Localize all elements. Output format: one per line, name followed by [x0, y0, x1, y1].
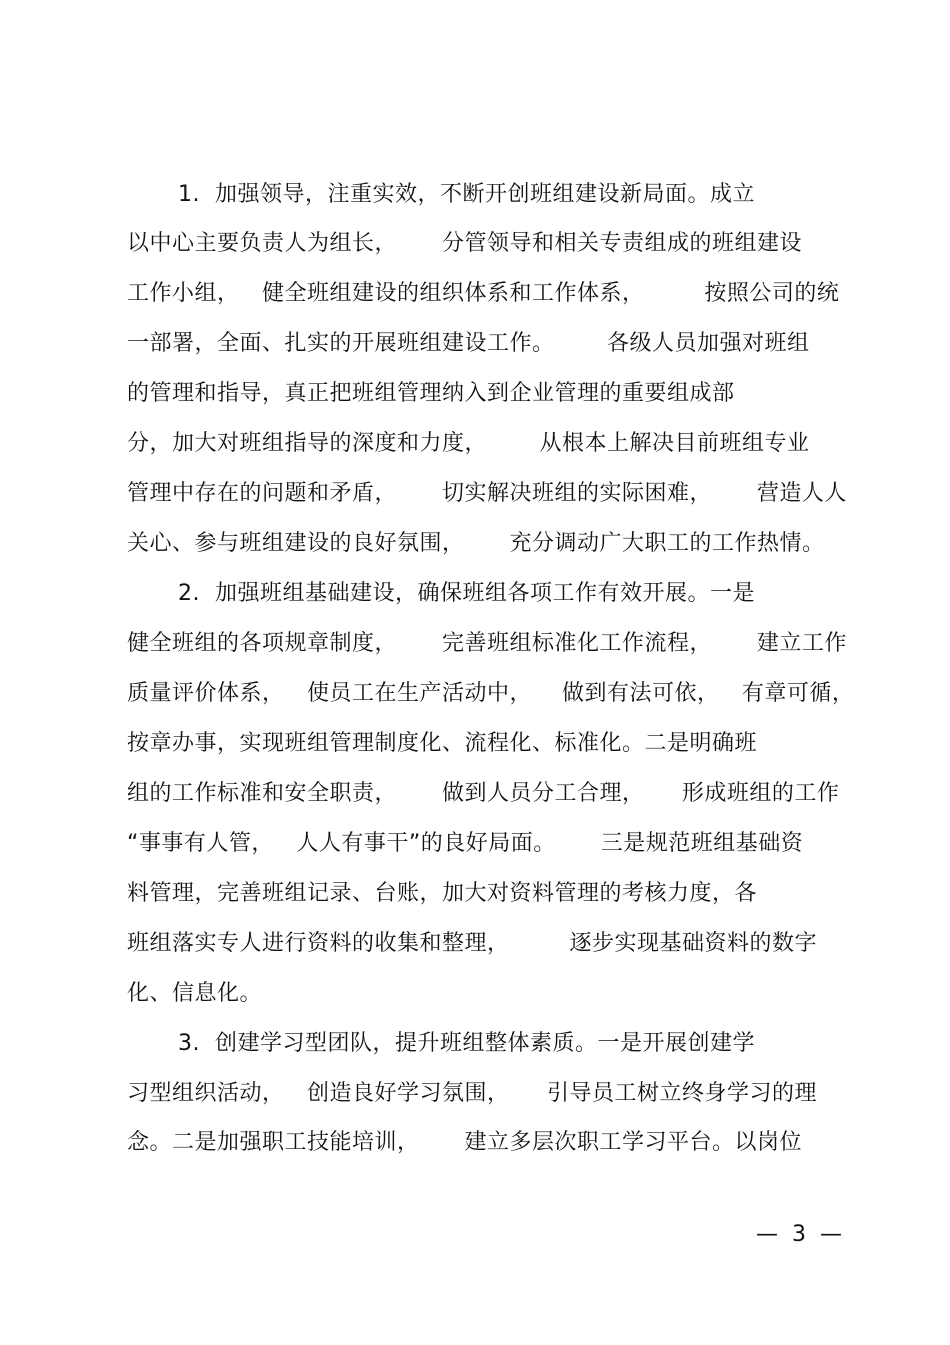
paragraph-3-line-2: 习型组织活动， 创造良好学习氛围， 引导员工树立终身学习的理 — [127, 1081, 817, 1106]
page-number: — 3 — — [756, 1222, 842, 1247]
paragraph-1-line-1: 1. 加强领导，注重实效，不断开创班组建设新局面。成立 — [178, 182, 755, 207]
paragraph-2-line-9: 化、信息化。 — [127, 981, 263, 1006]
paragraph-1-line-8: 关心、参与班组建设的良好氛围， 充分调动广大职工的工作热情。 — [127, 531, 825, 556]
paragraph-2-line-7: 料管理，完善班组记录、台账，加大对资料管理的考核力度，各 — [127, 881, 758, 906]
paragraph-1-line-6: 分，加大对班组指导的深度和力度， 从根本上解决目前班组专业 — [127, 431, 810, 456]
paragraph-1-line-5: 的管理和指导，真正把班组管理纳入到企业管理的重要组成部 — [127, 381, 735, 406]
paragraph-1-line-7: 管理中存在的问题和矛盾， 切实解决班组的实际困难， 营造人人 — [127, 481, 847, 506]
paragraph-2-line-5: 组的工作标准和安全职责， 做到人员分工合理， 形成班组的工作 — [127, 781, 840, 806]
paragraph-1-line-3: 工作小组， 健全班组建设的组织体系和工作体系， 按照公司的统 — [127, 281, 840, 306]
paragraph-1-line-4: 一部署，全面、扎实的开展班组建设工作。 各级人员加强对班组 — [127, 331, 810, 356]
paragraph-2-line-8: 班组落实专人进行资料的收集和整理， 逐步实现基础资料的数字 — [127, 931, 817, 956]
paragraph-2-line-6: “事事有人管， 人人有事干”的良好局面。 三是规范班组基础资 — [127, 831, 804, 856]
paragraph-2-line-3: 质量评价体系， 使员工在生产活动中， 做到有法可依， 有章可循， — [127, 681, 855, 706]
paragraph-3-line-3: 念。二是加强职工技能培训， 建立多层次职工学习平台。以岗位 — [127, 1130, 802, 1155]
paragraph-2-line-2: 健全班组的各项规章制度， 完善班组标准化工作流程， 建立工作 — [127, 631, 847, 656]
paragraph-2-line-4: 按章办事，实现班组管理制度化、流程化、标准化。二是明确班 — [127, 731, 758, 756]
paragraph-3-line-1: 3. 创建学习型团队，提升班组整体素质。一是开展创建学 — [178, 1031, 755, 1056]
paragraph-1-line-2: 以中心主要负责人为组长， 分管领导和相关专责组成的班组建设 — [127, 231, 802, 256]
paragraph-2-line-1: 2. 加强班组基础建设，确保班组各项工作有效开展。一是 — [178, 581, 755, 606]
